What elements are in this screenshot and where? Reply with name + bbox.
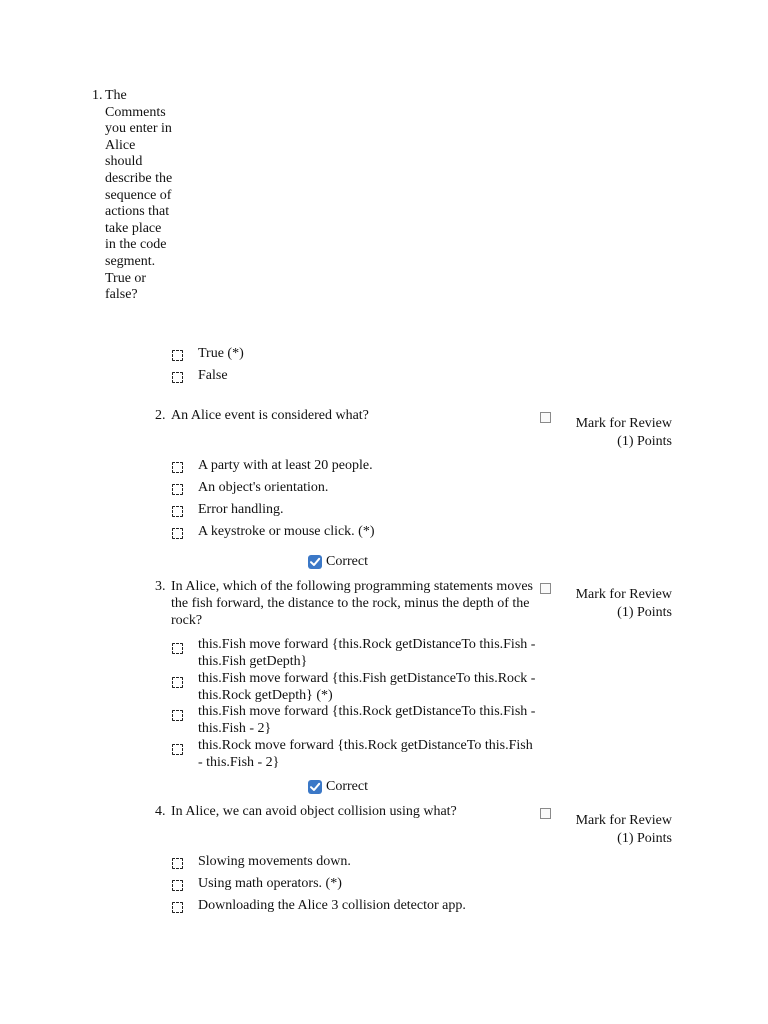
answer-label: this.Fish move forward {this.Rock getDistanceTo this.Fish - this.Fish - 2}: [198, 704, 536, 736]
correct-label: Correct: [326, 779, 368, 794]
answer-label: this.Fish move forward {this.Fish getDistanceTo this.Rock - this.Rock getDepth} (*): [198, 671, 536, 703]
correct-label: Correct: [326, 554, 368, 569]
radio-icon[interactable]: [172, 880, 183, 891]
answer-label: True (*): [198, 346, 244, 361]
radio-icon[interactable]: [172, 710, 183, 721]
question-text: The Comments you enter in Alice should describe the sequence of actions that take place in the code segment. True or false?: [105, 88, 173, 303]
radio-icon[interactable]: [172, 744, 183, 755]
points-label: (1) Points: [617, 830, 672, 846]
question-number: 2.: [155, 408, 166, 423]
mark-for-review-label: Mark for Review: [575, 416, 672, 431]
mark-for-review-label: Mark for Review: [575, 587, 672, 602]
answer-label: Downloading the Alice 3 collision detector app.: [198, 898, 466, 913]
answer-label: Error handling.: [198, 502, 284, 517]
radio-icon[interactable]: [172, 643, 183, 654]
answer-label: this.Rock move forward {this.Rock getDistanceTo this.Fish - this.Fish - 2}: [198, 738, 533, 770]
answer-label: this.Fish move forward {this.Rock getDistanceTo this.Fish - this.Fish getDepth}: [198, 637, 536, 669]
points-label: (1) Points: [617, 433, 672, 449]
mark-for-review-checkbox[interactable]: [540, 583, 551, 594]
question-text: In Alice, which of the following programming statements moves the fish forward, the distance to the rock, minus the depth of the rock?: [171, 579, 533, 628]
radio-icon[interactable]: [172, 506, 183, 517]
radio-icon[interactable]: [172, 462, 183, 473]
radio-icon[interactable]: [172, 528, 183, 539]
radio-icon[interactable]: [172, 858, 183, 869]
mark-for-review-checkbox[interactable]: [540, 808, 551, 819]
question-number: 4.: [155, 804, 166, 819]
question-text: An Alice event is considered what?: [171, 408, 369, 423]
radio-icon[interactable]: [172, 350, 183, 361]
question-number: 1.: [92, 88, 103, 103]
checkmark-icon: [308, 555, 322, 569]
question-number: 3.: [155, 579, 166, 594]
radio-icon[interactable]: [172, 484, 183, 495]
answer-label: Slowing movements down.: [198, 854, 351, 869]
mark-for-review: [565, 586, 672, 621]
answer-label: False: [198, 368, 228, 383]
mark-for-review-checkbox[interactable]: [540, 412, 551, 423]
question-text: In Alice, we can avoid object collision using what?: [171, 804, 457, 819]
mark-for-review: [565, 415, 672, 450]
radio-icon[interactable]: [172, 902, 183, 913]
checkmark-icon: [308, 780, 322, 794]
answer-label: A keystroke or mouse click. (*): [198, 524, 375, 539]
mark-for-review-label: Mark for Review: [575, 813, 672, 828]
radio-icon[interactable]: [172, 372, 183, 383]
answer-label: Using math operators. (*): [198, 876, 342, 891]
answer-label: An object's orientation.: [198, 480, 329, 495]
answer-label: A party with at least 20 people.: [198, 458, 373, 473]
mark-for-review: [565, 812, 672, 847]
points-label: (1) Points: [617, 604, 672, 620]
radio-icon[interactable]: [172, 677, 183, 688]
